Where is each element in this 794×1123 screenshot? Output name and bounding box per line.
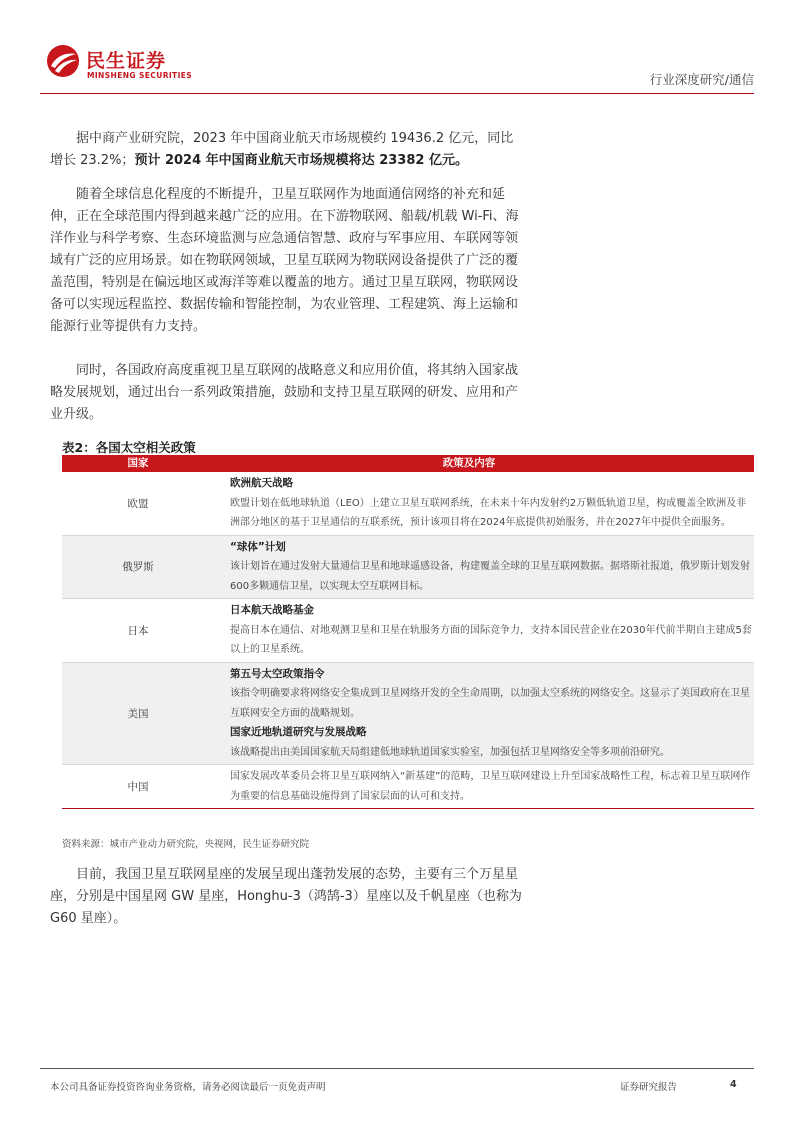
table-row-japan: [62, 599, 754, 663]
table-row-eu: [62, 472, 754, 536]
footer-disclaimer: 本公司具备证券投资咨询业务资格，请务必阅读最后一页免责声明: [50, 1082, 326, 1093]
policy-desc: 欧盟计划在低地球轨道（LEO）上建立卫星互联网系统，在未来十年内发射约2万颗低轨道卫星，构成覆盖全欧洲及非洲部分地区的基于卫星通信的互联系统，预计该项目将在2024年底提供初始服务，并在2027年中提供全面服务。: [230, 497, 747, 528]
policy-title: “球体”计划: [230, 540, 286, 553]
page-footer: [40, 1068, 754, 1093]
header-country: 国家: [127, 457, 149, 469]
policy-desc: 该计划旨在通过发射大量通信卫星和地球遥感设备，构建覆盖全球的卫星互联网数据。据塔斯社报道，俄罗斯计划发射600多颗通信卫星，以实现太空互联网目标。: [230, 561, 750, 592]
policy-desc: 国家发展改革委员会将卫星互联网纳入“新基建”的范畴，卫星互联网建设上升至国家战略性工程，标志着卫星互联网作为重要的信息基础设施得到了国家层面的认可和支持。: [230, 771, 751, 802]
table-source: 资料来源：城市产业动力研究院，央视网，民生证券研究院: [62, 839, 310, 850]
table-header: [62, 455, 754, 472]
country-cell: 俄罗斯: [122, 561, 154, 574]
policy-desc: 该战略提出由美国国家航天局组建低地球轨道国家实验室，加强包括卫星网络安全等多项前沿研究。: [230, 746, 670, 758]
paragraph-constellations: 目前，我国卫星互联网星座的发展呈现出蓬勃发展的态势，主要有三个万星星座，分别是中国星网 GW 星座，Honghu-3（鸿鹄-3）星座以及千帆星座（也称为 G60 星座）。: [50, 867, 522, 926]
report-category: 行业深度研究/通信: [649, 72, 754, 87]
policy-title: 第五号太空政策指令: [230, 667, 325, 680]
policy-cell: [214, 536, 754, 599]
policy-table: [62, 455, 754, 809]
policy-cell: [214, 472, 754, 535]
minsheng-logo-icon: [46, 44, 80, 78]
policy-desc: 提高日本在通信、对地观测卫星和卫星在轨服务方面的国际竞争力，支持本国民营企业在2030年代前半期自主建成5套以上的卫星系统。: [230, 624, 752, 655]
table-row-usa: [62, 663, 754, 766]
policy-title: 欧洲航天战略: [230, 477, 293, 489]
header-policy: 政策及内容: [442, 457, 496, 469]
policy-title: 国家近地轨道研究与发展战略: [230, 726, 367, 738]
table-title: 表2：各国太空相关政策: [62, 440, 196, 455]
policy-cell: [214, 663, 754, 765]
page-number: 4: [730, 1079, 737, 1090]
policy-title: 日本航天战略基金: [230, 604, 314, 616]
footer-report-type: 证券研究报告: [620, 1082, 678, 1093]
logo-text-cn: 民生证券: [86, 50, 167, 72]
policy-cell: [214, 599, 754, 662]
paragraph-market-size: [50, 128, 525, 172]
paragraph-market-size-text: 据中商产业研究院，2023 年中国商业航天市场规模约 19436.2 亿元，同比增长 23.2%；: [50, 131, 514, 168]
table-row-russia: [62, 536, 754, 600]
paragraph-market-forecast: 预计 2024 年中国商业航天市场规模将达 23382 亿元。: [134, 153, 468, 168]
policy-cell: [214, 765, 754, 808]
table-row-china: [62, 765, 754, 808]
page-header: [40, 40, 754, 94]
logo-text-en: MINSHENG SECURITIES: [87, 71, 193, 80]
paragraph-applications: 随着全球信息化程度的不断提升，卫星互联网作为地面通信网络的补充和延伸，正在全球范围内得到越来越广泛的应用。在下游物联网、船载/机载 Wi-Fi、海洋作业与科学考察、生态环境监测与应急通信智慧、政府与军事应用、车联网等领域有广泛的应用场景。如在物联网领域，卫星互联网为物联网设备提供了广泛的覆盖范围，特别是在偏远地区或海洋等难以覆盖的地方。通过卫星互联网，物联网设备可以实现远程监控、数据传输和智能控制，为农业管理、工程建筑、海上运输和能源行业等提供有力支持。: [50, 187, 519, 334]
paragraph-government-policy: 同时，各国政府高度重视卫星互联网的战略意义和应用价值，将其纳入国家战略发展规划，通过出台一系列政策措施，鼓励和支持卫星互联网的研发、应用和产业升级。: [50, 363, 519, 422]
country-cell: 欧盟: [127, 497, 149, 510]
country-cell: 美国: [127, 707, 149, 720]
country-cell: 中国: [127, 781, 149, 793]
policy-desc: 该指令明确要求将网络安全集成到卫星网络开发的全生命周期，以加强太空系统的网络安全。这显示了美国政府在卫星互联网安全方面的战略规划。: [230, 688, 750, 719]
country-cell: 日本: [127, 624, 149, 637]
